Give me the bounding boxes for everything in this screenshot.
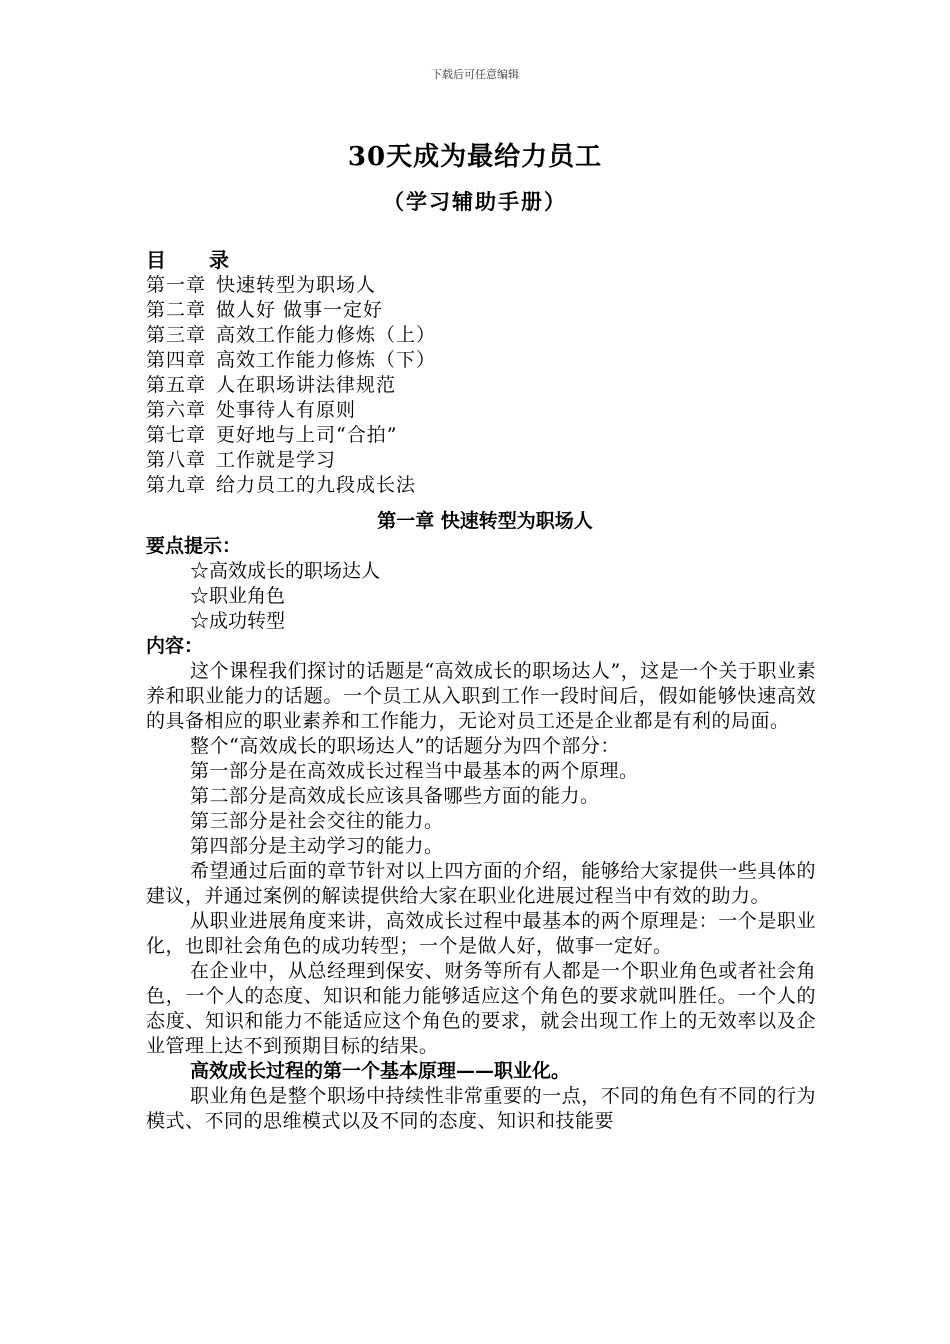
toc-chapter-title: 做人好 做事一定好 (216, 299, 384, 321)
toc-chapter-title: 更好地与上司“合拍” (216, 424, 398, 446)
body-paragraph: 职业角色是整个职场中持续性非常重要的一点，不同的角色有不同的行为模式、不同的思维模式以及不同的态度、知识和技能要 (146, 1085, 816, 1132)
toc-item (146, 298, 816, 323)
toc-chapter-title: 高效工作能力修炼（下） (216, 349, 437, 371)
document-subtitle: （学习辅助手册） (383, 189, 567, 214)
toc-item (146, 448, 816, 473)
body-paragraph: 整个“高效成长的职场达人”的话题分为四个部分： (190, 735, 620, 757)
toc-chapter-number: 第一章 (146, 274, 207, 296)
toc-item (146, 348, 816, 373)
toc-item (146, 423, 816, 448)
toc-chapter-title: 给力员工的九段成长法 (216, 474, 417, 496)
body-paragraph: 第三部分是社会交往的能力。 (190, 810, 444, 832)
body-paragraph: 第二部分是高效成长应该具备哪些方面的能力。 (190, 785, 600, 807)
toc-chapter-number: 第四章 (146, 349, 207, 371)
toc-heading: 目 录 (146, 248, 247, 272)
principle-heading: 高效成长过程的第一个基本原理——职业化。 (190, 1060, 571, 1082)
table-of-contents (146, 273, 816, 498)
body-paragraph: 从职业进展角度来讲，高效成长过程中最基本的两个原理是：一个是职业化，也即社会角色的成功转型；一个是做人好，做事一定好。 (146, 910, 816, 957)
toc-chapter-number: 第七章 (146, 424, 207, 446)
toc-chapter-title: 工作就是学习 (216, 449, 337, 471)
toc-item (146, 398, 816, 423)
key-point-item: ☆高效成长的职场达人 (190, 560, 381, 582)
toc-chapter-number: 第三章 (146, 324, 207, 346)
body-paragraph: 这个课程我们探讨的话题是“高效成长的职场达人”，这是一个关于职业素养和职业能力的话题。一个员工从入职到工作一段时间后，假如能够快速高效的具备相应的职业素养和工作能力，无论对员工还是企业都是有利的局面。 (146, 660, 816, 732)
toc-chapter-title: 高效工作能力修炼（上） (216, 324, 437, 346)
body-paragraph: 希望通过后面的章节针对以上四方面的介绍，能够给大家提供一些具体的建议，并通过案例的解读提供给大家在职业化进展过程当中有效的助力。 (146, 860, 816, 907)
toc-item (146, 373, 816, 398)
body-paragraph: 第四部分是主动学习的能力。 (190, 835, 444, 857)
document-title: 30天成为最给力员工 (347, 142, 603, 172)
toc-chapter-number: 第五章 (146, 374, 207, 396)
document-body (146, 248, 816, 1134)
toc-chapter-title: 处事待人有原则 (216, 399, 357, 421)
toc-item (146, 273, 816, 298)
toc-chapter-number: 第八章 (146, 449, 207, 471)
key-point-item: ☆成功转型 (190, 610, 286, 632)
toc-chapter-number: 第二章 (146, 299, 207, 321)
toc-chapter-title: 快速转型为职场人 (216, 274, 377, 296)
content-label: 内容： (146, 635, 204, 657)
chapter-heading: 第一章 快速转型为职场人 (377, 510, 593, 532)
toc-item (146, 323, 816, 348)
toc-item (146, 473, 816, 498)
toc-chapter-number: 第六章 (146, 399, 207, 421)
body-paragraph: 第一部分是在高效成长过程当中最基本的两个原理。 (190, 760, 639, 782)
header-note: 下载后可任意编辑 (431, 68, 519, 81)
toc-chapter-number: 第九章 (146, 474, 207, 496)
toc-chapter-title: 人在职场讲法律规范 (216, 374, 397, 396)
key-point-item: ☆职业角色 (190, 585, 286, 607)
key-points-label: 要点提示： (146, 535, 242, 557)
body-paragraph: 在企业中，从总经理到保安、财务等所有人都是一个职业角色或者社会角色，一个人的态度、知识和能力能够适应这个角色的要求就叫胜任。一个人的态度、知识和能力不能适应这个角色的要求，就会出现工作上的无效率以及企业管理上达不到预期目标的结果。 (146, 960, 816, 1057)
